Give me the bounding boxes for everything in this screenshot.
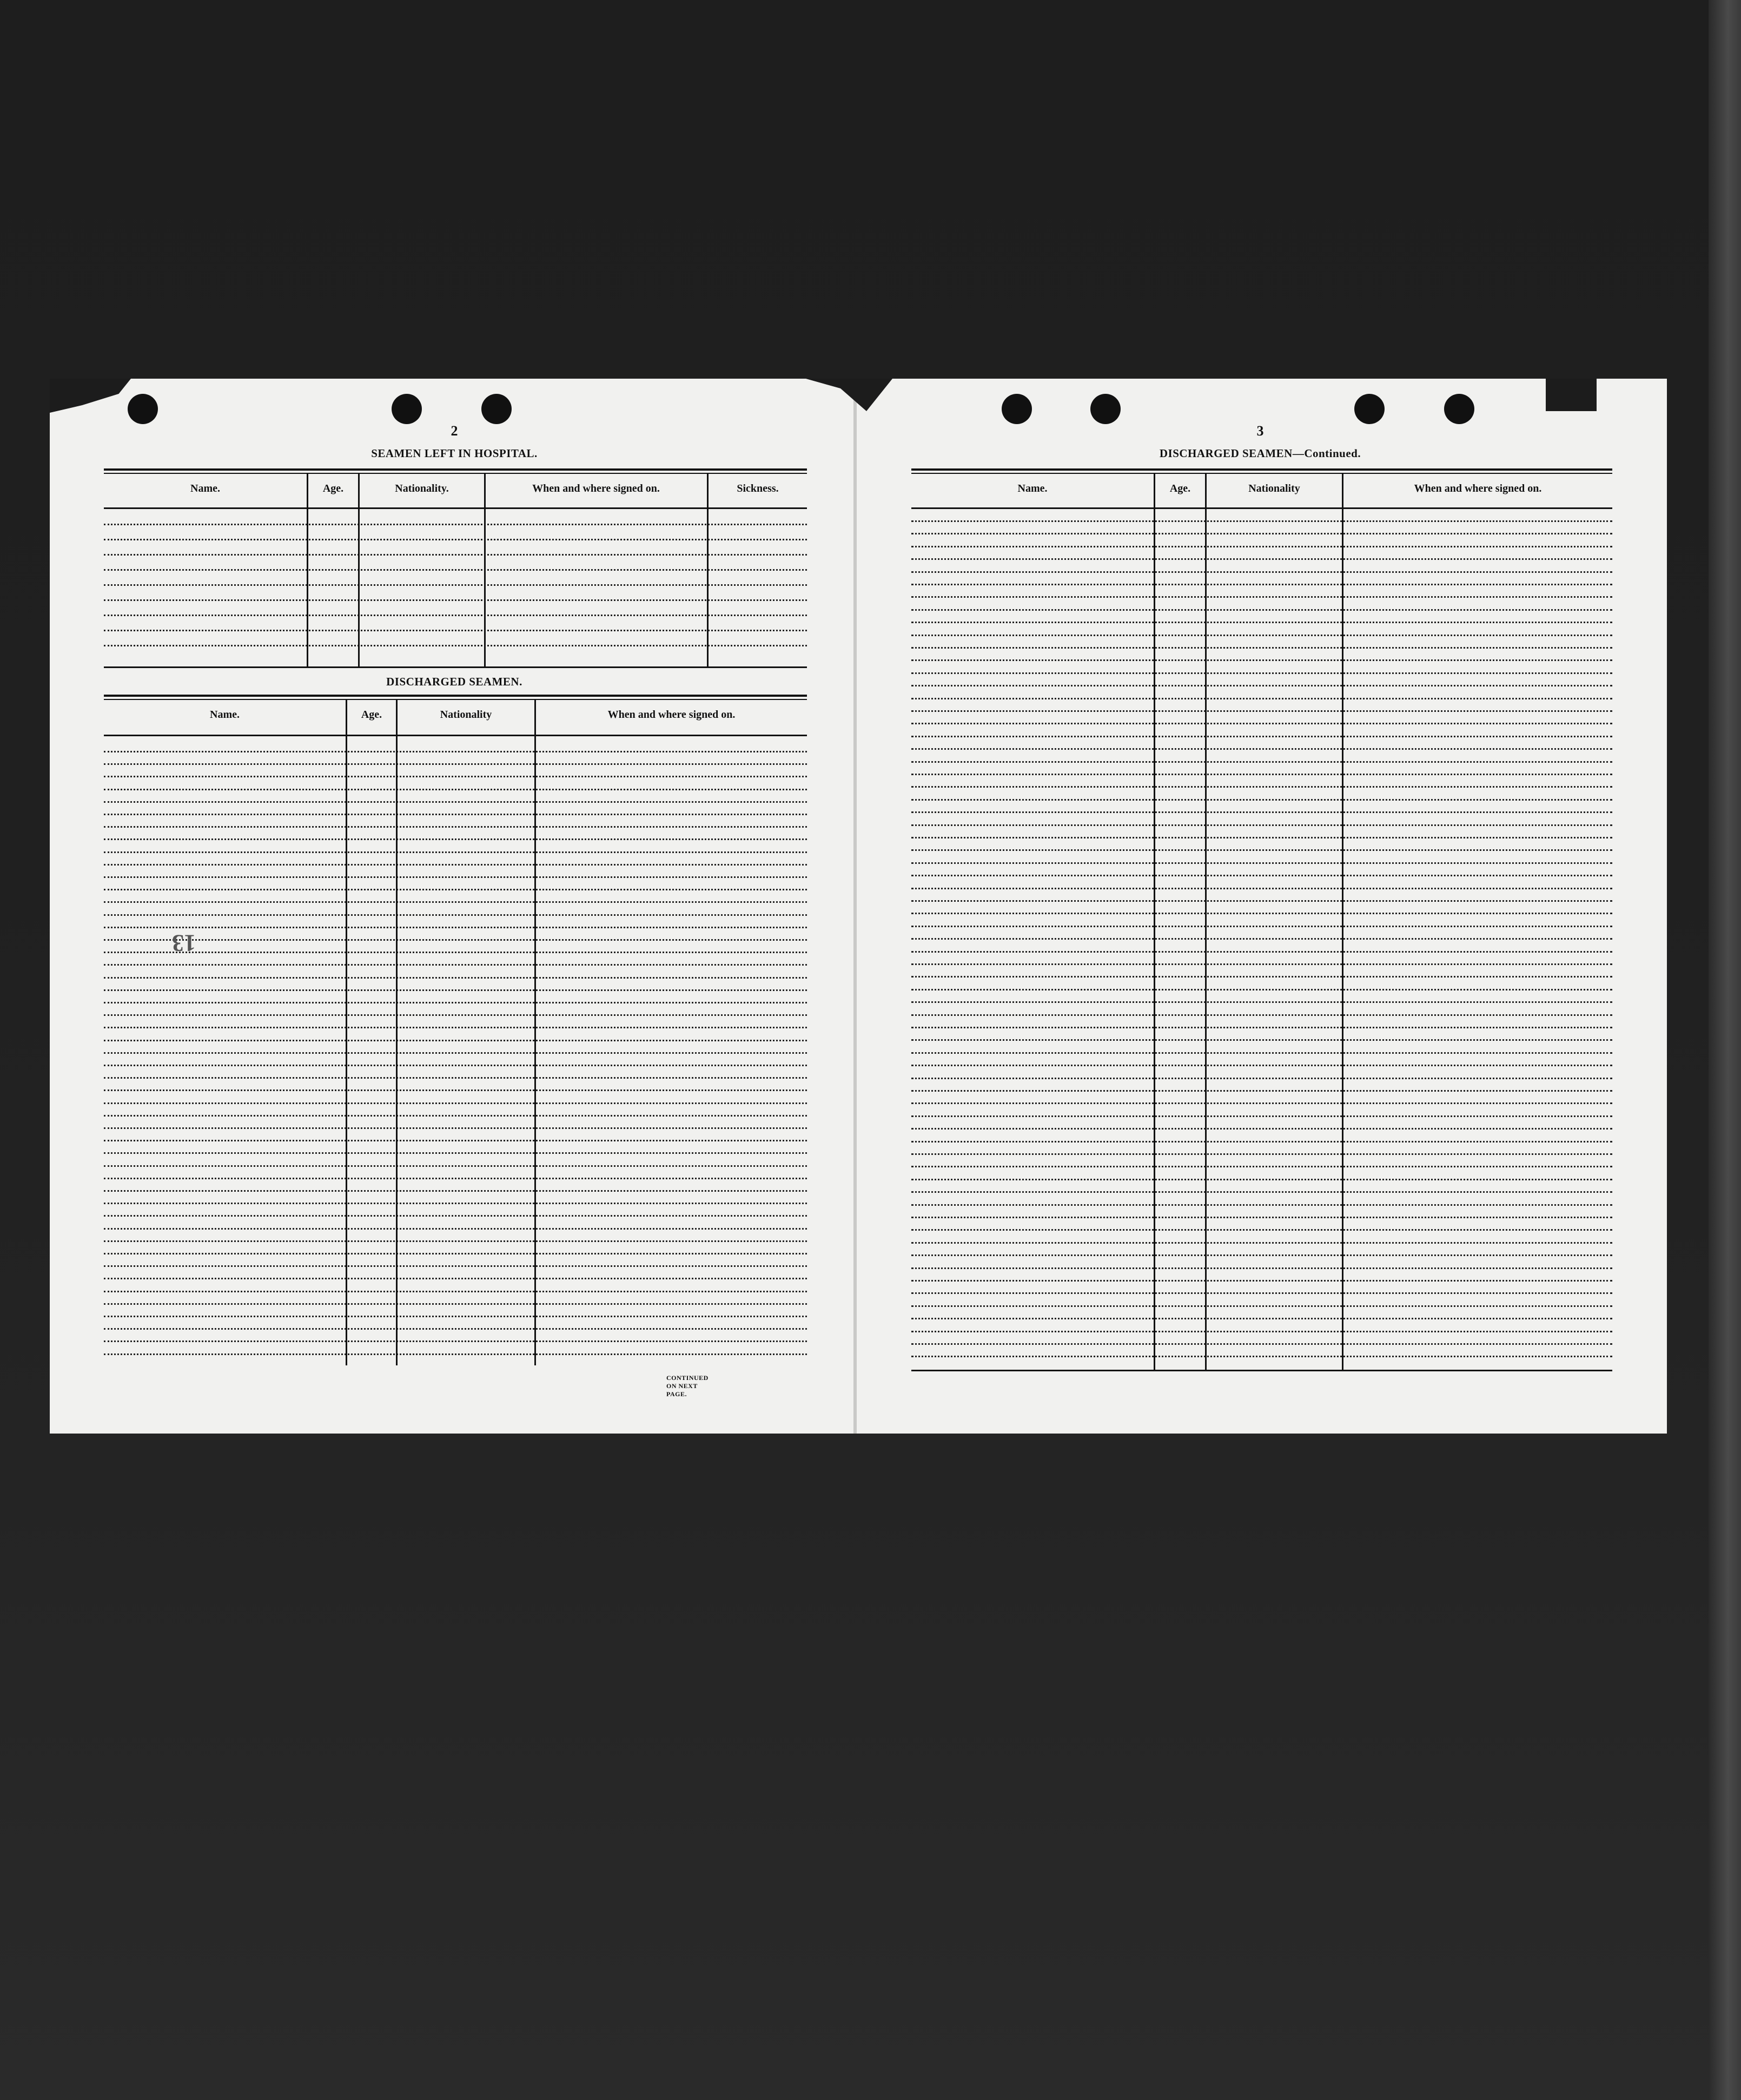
- table-bottom-rule: [104, 666, 807, 668]
- ruled-line: [911, 520, 1612, 522]
- ruled-line: [911, 963, 1612, 965]
- ruled-line: [104, 1077, 807, 1079]
- ruled-line: [104, 763, 807, 765]
- punch-hole: [1354, 394, 1385, 424]
- ruled-line: [104, 989, 807, 991]
- ruled-line: [911, 1204, 1612, 1206]
- ruled-line: [104, 1152, 807, 1154]
- ruled-line: [911, 1217, 1612, 1218]
- ruled-line: [911, 875, 1612, 876]
- ruled-line: [911, 811, 1612, 813]
- column-divider: [346, 700, 347, 1365]
- ruled-line: [911, 926, 1612, 927]
- ruled-line: [104, 1291, 807, 1292]
- column-divider: [396, 700, 398, 1365]
- ruled-line: [104, 615, 807, 616]
- ruled-line: [911, 1078, 1612, 1079]
- document-sheet: [50, 379, 1667, 1434]
- ruled-line: [911, 1039, 1612, 1041]
- ruled-line: [104, 1340, 807, 1342]
- ruled-line: [104, 889, 807, 890]
- column-divider: [707, 474, 709, 666]
- column-divider: [358, 474, 360, 666]
- ruled-line: [104, 630, 807, 631]
- ruled-line: [104, 1002, 807, 1003]
- ruled-line: [104, 1089, 807, 1091]
- ruled-line: [104, 1240, 807, 1242]
- ruled-line: [911, 976, 1612, 978]
- ruled-line: [104, 599, 807, 601]
- ruled-line: [911, 622, 1612, 623]
- ruled-line: [911, 774, 1612, 775]
- col-header-sickness: Sickness.: [737, 483, 779, 494]
- ruled-line: [911, 659, 1612, 661]
- ruled-line: [104, 1253, 807, 1254]
- ruled-line: [911, 824, 1612, 826]
- ruled-line: [911, 1305, 1612, 1307]
- ruled-line: [104, 1228, 807, 1230]
- col-header-signed-on: When and where signed on.: [532, 483, 660, 494]
- continued-note: CONTINUED ON NEXT PAGE.: [666, 1374, 709, 1398]
- ruled-line: [911, 558, 1612, 560]
- col-header-name: Name.: [190, 483, 220, 494]
- ruled-line: [911, 1254, 1612, 1256]
- punch-hole: [128, 394, 158, 424]
- ruled-line: [911, 888, 1612, 889]
- column-divider: [307, 474, 308, 666]
- ruled-line: [911, 1001, 1612, 1003]
- punch-hole: [1444, 394, 1474, 424]
- ruled-line: [104, 851, 807, 853]
- column-divider: [534, 700, 536, 1365]
- ruled-line: [104, 914, 807, 916]
- column-divider: [1205, 474, 1207, 1370]
- torn-notch: [1546, 379, 1597, 411]
- ruled-line: [911, 1331, 1612, 1332]
- header-rule: [911, 507, 1612, 509]
- page-number: 3: [1256, 423, 1264, 439]
- ruled-line: [104, 1127, 807, 1129]
- ruled-line: [104, 952, 807, 953]
- ruled-line: [104, 1303, 807, 1305]
- col-header-age: Age.: [322, 483, 344, 494]
- col-header-name: Name.: [210, 709, 240, 721]
- ruled-line: [104, 789, 807, 790]
- ruled-line: [104, 1203, 807, 1204]
- ruled-line: [911, 647, 1612, 649]
- ruled-line: [104, 584, 807, 586]
- ruled-line: [911, 951, 1612, 953]
- ruled-line: [104, 977, 807, 979]
- ruled-line: [104, 776, 807, 777]
- ruled-line: [911, 900, 1612, 902]
- header-rule: [104, 735, 807, 736]
- ruled-line: [104, 927, 807, 928]
- film-edge: [1709, 0, 1741, 2100]
- col-header-age: Age.: [1169, 483, 1191, 494]
- ruled-line: [104, 1215, 807, 1217]
- ruled-line: [104, 876, 807, 878]
- ruled-line: [911, 1229, 1612, 1231]
- ruled-line: [104, 1014, 807, 1016]
- col-header-signed-on: When and where signed on.: [607, 709, 736, 721]
- punch-hole: [1090, 394, 1121, 424]
- ruled-line: [911, 1343, 1612, 1345]
- ruled-line: [911, 1267, 1612, 1269]
- ruled-line: [911, 1356, 1612, 1357]
- punch-hole: [481, 394, 512, 424]
- ruled-line: [911, 862, 1612, 864]
- discharged-continued-title: DISCHARGED SEAMEN—Continued.: [1159, 447, 1361, 460]
- ruled-line: [104, 1165, 807, 1167]
- ruled-line: [911, 736, 1612, 737]
- col-header-nationality: Nationality.: [395, 483, 449, 494]
- ruled-line: [911, 849, 1612, 851]
- col-header-nationality: Nationality: [440, 709, 492, 721]
- ruled-line: [911, 609, 1612, 611]
- column-divider: [1154, 474, 1155, 1370]
- ruled-line: [911, 837, 1612, 838]
- ruled-line: [911, 799, 1612, 801]
- col-header-signed-on: When and where signed on.: [1414, 483, 1542, 494]
- column-divider: [1342, 474, 1343, 1370]
- ruled-line: [104, 539, 807, 540]
- ruled-line: [911, 571, 1612, 573]
- col-header-name: Name.: [1017, 483, 1048, 494]
- ruled-line: [911, 723, 1612, 724]
- ruled-line: [104, 554, 807, 556]
- ruled-line: [104, 826, 807, 828]
- page-number: 2: [451, 423, 458, 439]
- ruled-line: [911, 546, 1612, 547]
- table-top-rule: [104, 473, 807, 474]
- ruled-line: [104, 1190, 807, 1192]
- ruled-line: [104, 1102, 807, 1104]
- ruled-line: [911, 1090, 1612, 1092]
- ruled-line: [911, 1191, 1612, 1193]
- ruled-line: [911, 786, 1612, 788]
- ruled-line: [104, 901, 807, 903]
- ruled-line: [911, 1128, 1612, 1130]
- table-top-rule: [104, 695, 807, 697]
- stamp-mark: 13: [172, 930, 196, 956]
- ruled-line: [911, 533, 1612, 534]
- ruled-line: [911, 698, 1612, 699]
- ruled-line: [911, 1027, 1612, 1028]
- ruled-line: [104, 751, 807, 752]
- ruled-line: [104, 964, 807, 966]
- ruled-line: [104, 569, 807, 571]
- punch-hole: [392, 394, 422, 424]
- ruled-line: [104, 1065, 807, 1066]
- ruled-line: [911, 989, 1612, 990]
- ruled-line: [104, 801, 807, 803]
- page-gutter: [853, 379, 857, 1434]
- ruled-line: [911, 761, 1612, 763]
- ruled-line: [104, 814, 807, 815]
- table-top-rule: [911, 468, 1612, 471]
- ruled-line: [104, 1316, 807, 1317]
- table-bottom-rule: [911, 1370, 1612, 1371]
- ruled-line: [104, 1353, 807, 1355]
- ruled-line: [104, 1265, 807, 1267]
- ruled-line: [911, 596, 1612, 598]
- ruled-line: [911, 1242, 1612, 1244]
- ruled-line: [104, 1115, 807, 1117]
- ruled-line: [911, 635, 1612, 636]
- col-header-nationality: Nationality: [1248, 483, 1300, 494]
- table-top-rule: [104, 699, 807, 700]
- ruled-line: [104, 1040, 807, 1041]
- ruled-line: [911, 1141, 1612, 1143]
- ruled-line: [104, 1278, 807, 1279]
- ruled-line: [104, 1178, 807, 1179]
- table-top-rule: [104, 468, 807, 471]
- ruled-line: [104, 1052, 807, 1054]
- ruled-line: [104, 838, 807, 840]
- ruled-line: [104, 645, 807, 646]
- ruled-line: [911, 1166, 1612, 1167]
- ruled-line: [911, 1102, 1612, 1104]
- ruled-line: [911, 1153, 1612, 1155]
- ruled-line: [911, 710, 1612, 712]
- ruled-line: [911, 1292, 1612, 1294]
- ruled-line: [104, 939, 807, 941]
- discharged-section-title: DISCHARGED SEAMEN.: [386, 675, 522, 688]
- ruled-line: [104, 1027, 807, 1028]
- ruled-line: [911, 938, 1612, 940]
- ruled-line: [911, 1065, 1612, 1066]
- ruled-line: [911, 1115, 1612, 1117]
- ruled-line: [911, 584, 1612, 585]
- ruled-line: [911, 1052, 1612, 1054]
- header-rule: [104, 507, 807, 509]
- ruled-line: [911, 1318, 1612, 1319]
- ruled-line: [911, 913, 1612, 914]
- column-divider: [484, 474, 486, 666]
- col-header-age: Age.: [361, 709, 382, 721]
- ruled-line: [911, 685, 1612, 686]
- ruled-line: [104, 864, 807, 866]
- ruled-line: [911, 672, 1612, 674]
- punch-hole: [1002, 394, 1032, 424]
- table-top-rule: [911, 473, 1612, 474]
- ruled-line: [911, 1280, 1612, 1282]
- ruled-line: [104, 1328, 807, 1330]
- hospital-section-title: SEAMEN LEFT IN HOSPITAL.: [371, 447, 538, 460]
- ruled-line: [911, 1179, 1612, 1180]
- ruled-line: [104, 524, 807, 525]
- ruled-line: [911, 748, 1612, 750]
- ruled-line: [104, 1140, 807, 1141]
- ruled-line: [911, 1014, 1612, 1016]
